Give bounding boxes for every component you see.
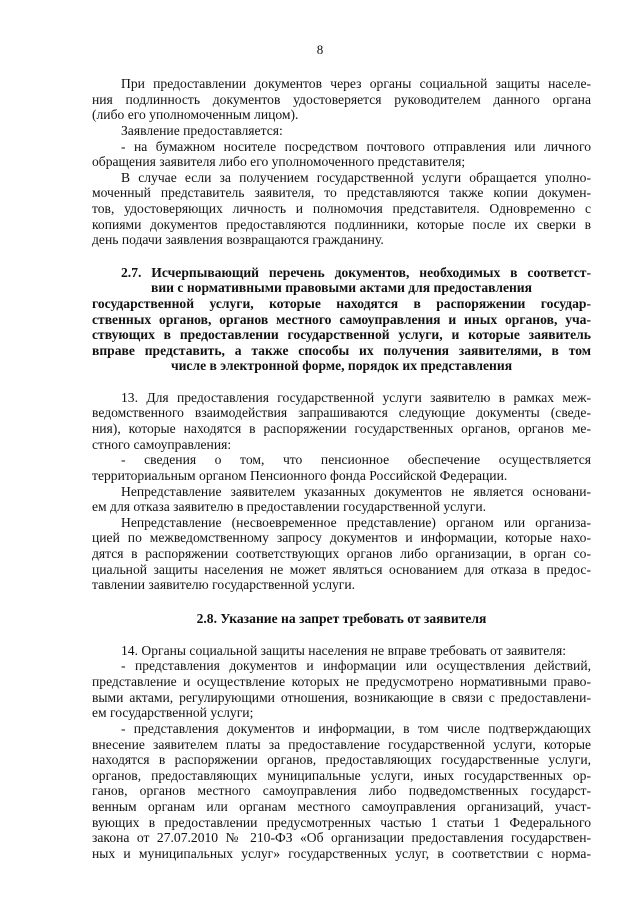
text-line: Непредставление заявителем указанных документов не является основани-: [121, 484, 591, 499]
text-line: дятся в распоряжении соответствующих органов либо организации, в орган со-: [92, 546, 591, 561]
text-line: ных и муниципальных услуг» государственных услуг, в соответствии с норма-: [92, 846, 591, 861]
text-line: ния), которые находятся в распоряжении государственных органов, органов ме-: [92, 421, 591, 436]
text-line: органов, предоставляющих муниципальные услуги, иных государственных ор-: [92, 768, 591, 783]
text-line: ем для отказа заявителю в предоставлении государственной услуги.: [92, 499, 487, 514]
section-heading-line: 2.7. Исчерпывающий перечень документов, необходимых в соответст-: [121, 265, 591, 280]
text-line: При предоставлении документов через органы социальной защиты населе-: [121, 76, 591, 91]
text-line: В случае если за получением государственной услуги обращается уполно-: [121, 170, 591, 185]
text-line: циальной защиты населения не может являться основанием для отказа в предос-: [92, 562, 591, 577]
section-heading-line: ственных органов, органов местного самоуправления и иных органов, уча-: [92, 312, 591, 327]
text-line: ганов, органов местного самоуправления либо подведомственных государст-: [92, 783, 591, 798]
text-line: ведомственного взаимодействия запрашиваются следующие документы (сведе-: [92, 405, 591, 420]
text-line: - представления документов и информации, в том числе подтверждающих: [121, 721, 591, 736]
text-line: Непредставление (несвоевременное представление) органом или организа-: [121, 515, 591, 530]
text-line: - представления документов и информации или осуществления действий,: [121, 658, 591, 673]
text-line: закона от 27.07.2010 № 210-ФЗ «Об организации предоставления государствен-: [92, 830, 591, 845]
section-heading-line: 2.8. Указание на запрет требовать от заявителя: [196, 611, 487, 626]
text-line: 13. Для предоставления государственной услуги заявителю в рамках меж-: [121, 390, 591, 405]
text-line: цией по межведомственному запросу документов и информации, которые нахо-: [92, 530, 591, 545]
text-line: 14. Органы социальной защиты населения не вправе требовать от заявителя:: [121, 643, 567, 658]
text-line: тов, удостоверяющих личность и полномочия представителя. Одновременно с: [92, 201, 591, 216]
page-number: 8: [316, 42, 324, 57]
text-line: - на бумажном носителе посредством почтового отправления или личного: [121, 139, 591, 154]
section-heading-line: ствующих в предоставлении государственной услуги, и которые заявитель: [92, 327, 591, 342]
text-line: выми актами, регулирующими отношения, возникающие в связи с предоставлени-: [92, 690, 591, 705]
text-line: (либо его уполномоченным лицом).: [92, 107, 299, 122]
text-line: стного самоуправления:: [92, 437, 232, 452]
section-heading-line: государственной услуги, которые находятся в распоряжении государ-: [92, 296, 591, 311]
section-heading-line: вии с нормативными правовыми актами для предоставления: [150, 280, 532, 295]
text-line: моченный представитель заявителя, то представляются также копии докумен-: [92, 185, 591, 200]
text-line: находятся в распоряжении органов, предоставляющих государственные услуги,: [92, 752, 591, 767]
text-line: ния подлинность документов удостоверяется руководителем данного органа: [92, 92, 591, 107]
text-line: вующих в предоставлении предусмотренных частью 1 статьи 1 Федерального: [92, 815, 591, 830]
text-line: тавлении заявителю государственной услуги.: [92, 577, 356, 592]
text-line: копиями документов предоставляются подлинники, которые после их сверки в: [92, 217, 591, 232]
text-line: внесение заявителем платы за предоставление государственной услуги, которые: [92, 737, 591, 752]
text-line: - сведения о том, что пенсионное обеспечение осуществляется: [121, 452, 591, 467]
text-line: представление и осуществление которых не предусмотрено нормативными право-: [92, 674, 591, 689]
text-line: Заявление предоставляется:: [121, 123, 283, 138]
text-line: венным органам или органам местного самоуправления организаций, участ-: [92, 799, 591, 814]
section-heading-line: числе в электронной форме, порядок их представления: [170, 358, 513, 373]
text-line: ем государственной услуги;: [92, 705, 254, 720]
section-heading-line: вправе представить, а также способы их получения заявителями, в том: [92, 343, 591, 358]
text-line: обращения заявителя либо его уполномоченного представителя;: [92, 154, 466, 169]
text-line: день подачи заявления возвращаются гражданину.: [92, 232, 384, 247]
text-line: территориальным органом Пенсионного фонда Российской Федерации.: [92, 468, 508, 483]
